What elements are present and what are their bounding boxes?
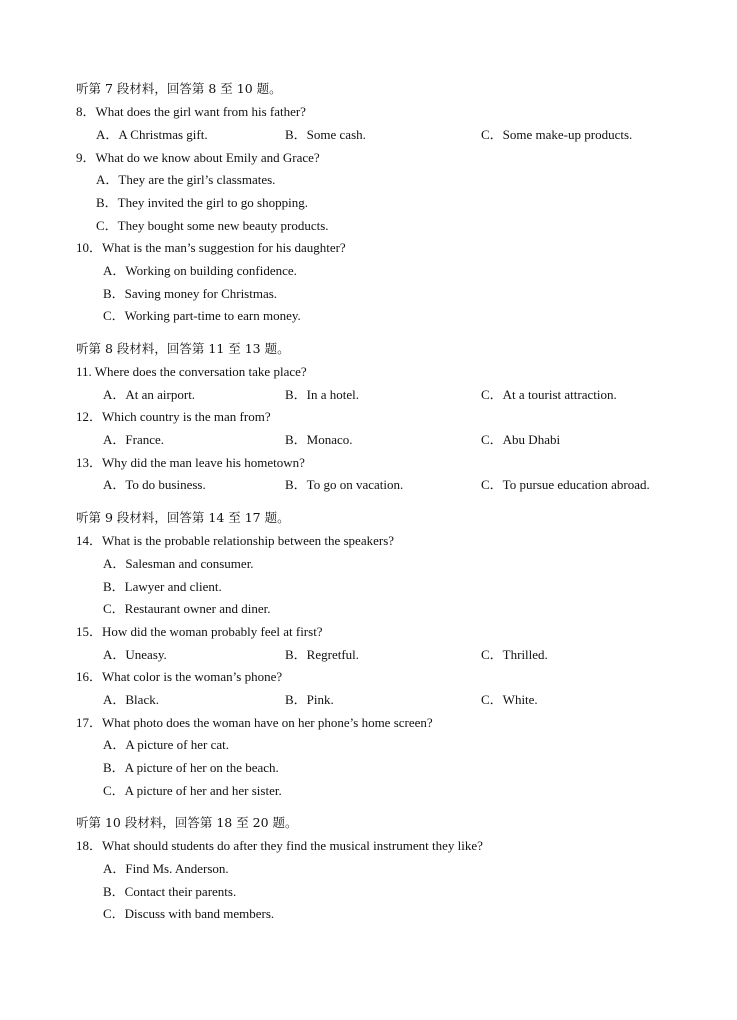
section-heading: 听第 8 段材料，回答第 11 至 13 题。 bbox=[76, 341, 290, 356]
question-stem: 16．What color is the woman’s phone? bbox=[76, 669, 283, 684]
option-b: B．Regretful. bbox=[285, 647, 360, 662]
option-a: A．Salesman and consumer. bbox=[103, 556, 254, 571]
question-stem: 14．What is the probable relationship between the speakers? bbox=[76, 533, 395, 548]
section-heading: 听第 10 段材料，回答第 18 至 20 题。 bbox=[76, 815, 298, 830]
option-c: C．Discuss with band members. bbox=[103, 906, 275, 921]
option-a: A．A Christmas gift. bbox=[96, 127, 208, 142]
option-b: B．A picture of her on the beach. bbox=[103, 760, 279, 775]
option-a: A．They are the girl’s classmates. bbox=[96, 172, 276, 187]
option-a: A．France. bbox=[103, 432, 165, 447]
option-a: A．Uneasy. bbox=[103, 647, 167, 662]
option-b: B．Saving money for Christmas. bbox=[103, 286, 278, 301]
question-stem: 18．What should students do after they find the musical instrument they like? bbox=[76, 838, 483, 853]
option-c: C．Restaurant owner and diner. bbox=[103, 601, 271, 616]
option-a: A．Black. bbox=[103, 692, 159, 707]
option-a: A．At an airport. bbox=[103, 387, 196, 402]
option-b: B．Monaco. bbox=[285, 432, 353, 447]
option-b: B．In a hotel. bbox=[285, 387, 360, 402]
question-stem: 10．What is the man’s suggestion for his daughter? bbox=[76, 240, 346, 255]
option-c: C．White. bbox=[481, 692, 538, 707]
section-heading: 听第 7 段材料，回答第 8 至 10 题。 bbox=[76, 81, 282, 96]
option-c: C．A picture of her and her sister. bbox=[103, 783, 282, 798]
section-heading: 听第 9 段材料，回答第 14 至 17 题。 bbox=[76, 510, 290, 525]
option-b: B．They invited the girl to go shopping. bbox=[96, 195, 308, 210]
option-b: B．Some cash. bbox=[285, 127, 366, 142]
option-c: C．Some make-up products. bbox=[481, 127, 633, 142]
option-c: C．To pursue education abroad. bbox=[481, 477, 650, 492]
option-b: B．Lawyer and client. bbox=[103, 579, 222, 594]
option-b: B．To go on vacation. bbox=[285, 477, 404, 492]
option-a: A．Find Ms. Anderson. bbox=[103, 861, 229, 876]
option-c: C．Thrilled. bbox=[481, 647, 548, 662]
question-stem: 8．What does the girl want from his father? bbox=[76, 104, 306, 119]
question-stem: 17．What photo does the woman have on her phone’s home screen? bbox=[76, 715, 433, 730]
option-a: A．To do business. bbox=[103, 477, 206, 492]
question-stem: 12．Which country is the man from? bbox=[76, 409, 271, 424]
option-c: C．Abu Dhabi bbox=[481, 432, 561, 447]
option-c: C．At a tourist attraction. bbox=[481, 387, 617, 402]
question-stem: 13．Why did the man leave his hometown? bbox=[76, 455, 305, 470]
option-a: A．A picture of her cat. bbox=[103, 737, 229, 752]
question-stem: 15．How did the woman probably feel at first? bbox=[76, 624, 323, 639]
option-c: C．Working part-time to earn money. bbox=[103, 308, 301, 323]
option-c: C．They bought some new beauty products. bbox=[96, 218, 329, 233]
question-stem: 9．What do we know about Emily and Grace? bbox=[76, 150, 320, 165]
option-b: B．Contact their parents. bbox=[103, 884, 237, 899]
option-a: A．Working on building confidence. bbox=[103, 263, 297, 278]
option-b: B．Pink. bbox=[285, 692, 334, 707]
question-stem: 11. Where does the conversation take place? bbox=[76, 364, 307, 379]
